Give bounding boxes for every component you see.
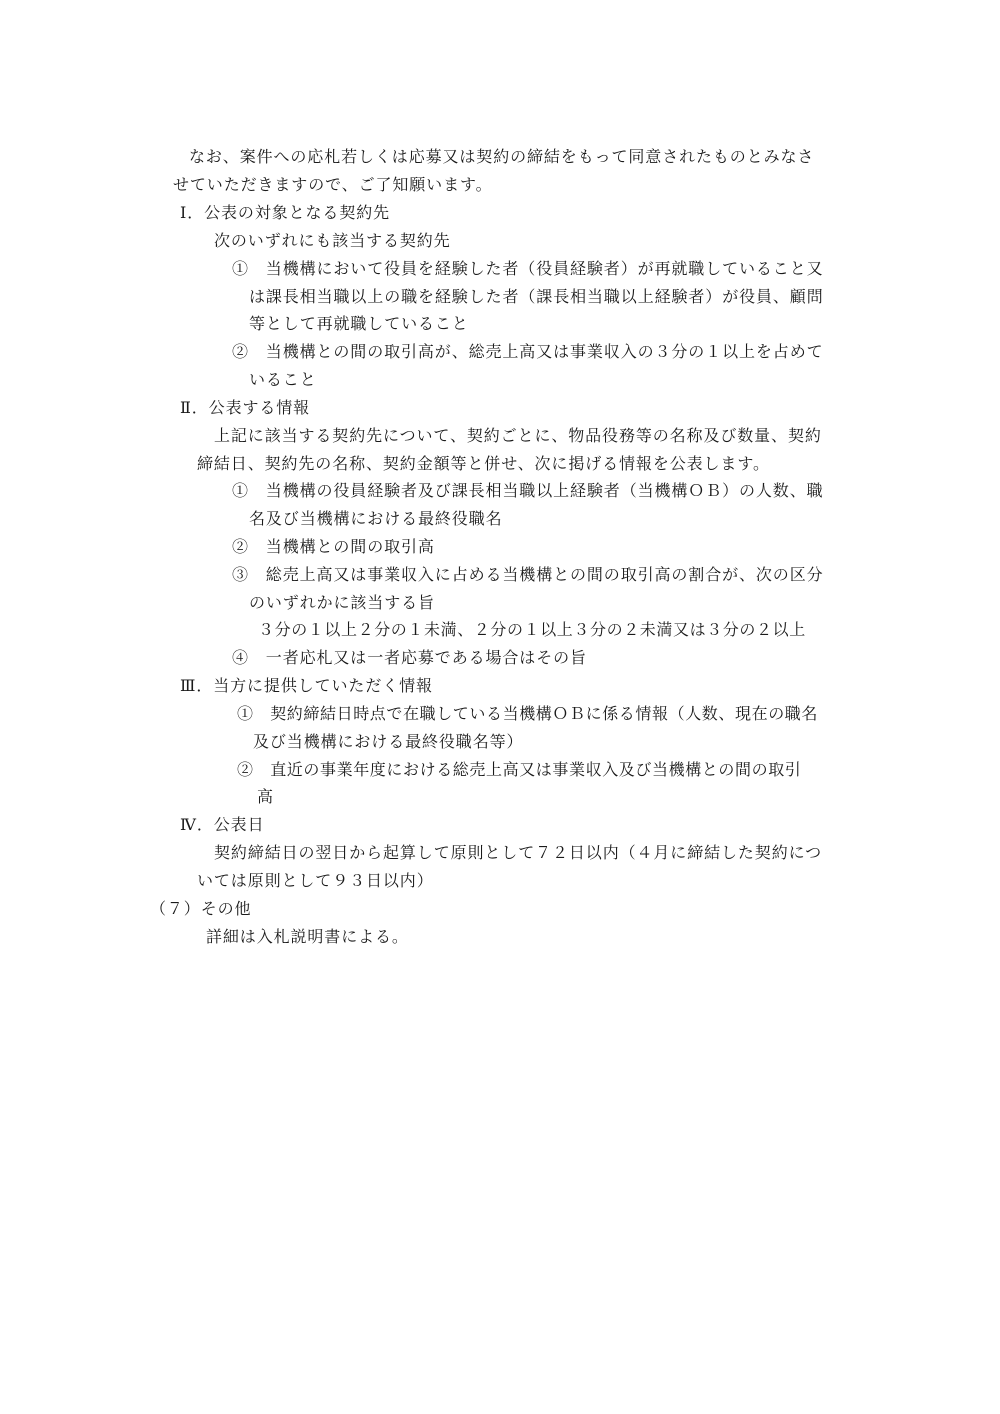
list-item-line: 高 <box>257 787 274 806</box>
list-item-detail: ３分の１以上２分の１未満、２分の１以上３分の２未満又は３分の２以上 <box>258 620 806 639</box>
intro-line: せていただきますので、ご了知願います。 <box>173 175 493 194</box>
intro-line: なお、案件への応札若しくは応募又は契約の締結をもって同意されたものとみなさ <box>189 147 815 166</box>
section-lead: 次のいずれにも該当する契約先 <box>214 231 451 250</box>
list-item-line: 名及び当機構における最終役職名 <box>249 509 503 528</box>
section-body: 契約締結日の翌日から起算して原則として７２日以内（４月に締結した契約につ <box>214 843 823 862</box>
section-heading: Ⅱ．公表する情報 <box>180 398 311 417</box>
list-item-line: は課長相当職以上の職を経験した者（課長相当職以上経験者）が役員、顧問 <box>249 287 824 306</box>
list-item-line: ④ 一者応札又は一者応募である場合はその旨 <box>232 648 587 667</box>
section-heading: Ⅲ．当方に提供していただく情報 <box>180 676 433 695</box>
section-heading: Ⅳ．公表日 <box>180 815 265 834</box>
section-heading: （７）その他 <box>150 899 252 918</box>
list-item-line: いること <box>249 370 317 389</box>
list-item-line: ② 直近の事業年度における総売上高又は事業収入及び当機構との間の取引 <box>237 760 802 779</box>
list-item-line: ① 契約締結日時点で在職している当機構ＯＢに係る情報（人数、現在の職名 <box>237 704 819 723</box>
list-item-line: ③ 総売上高又は事業収入に占める当機構との間の取引高の割合が、次の区分 <box>232 565 824 584</box>
list-item-line: ② 当機構との間の取引高 <box>232 537 435 556</box>
list-item-line: ② 当機構との間の取引高が、総売上高又は事業収入の３分の１以上を占めて <box>232 342 824 361</box>
section-lead: 締結日、契約先の名称、契約金額等と併せ、次に掲げる情報を公表します。 <box>197 454 770 473</box>
list-item-line: 等として再就職していること <box>249 314 469 333</box>
section-heading: Ⅰ．公表の対象となる契約先 <box>180 203 391 222</box>
section-body: いては原則として９３日以内） <box>197 871 434 890</box>
list-item-line: 及び当機構における最終役職名等） <box>253 732 524 751</box>
list-item-line: のいずれかに該当する旨 <box>249 593 435 612</box>
section-body: 詳細は入札説明書による。 <box>206 927 409 946</box>
list-item-line: ① 当機構の役員経験者及び課長相当職以上経験者（当機構ＯＢ）の人数、職 <box>232 481 824 500</box>
section-lead: 上記に該当する契約先について、契約ごとに、物品役務等の名称及び数量、契約 <box>214 426 822 445</box>
list-item-line: ① 当機構において役員を経験した者（役員経験者）が再就職していること又 <box>232 259 824 278</box>
